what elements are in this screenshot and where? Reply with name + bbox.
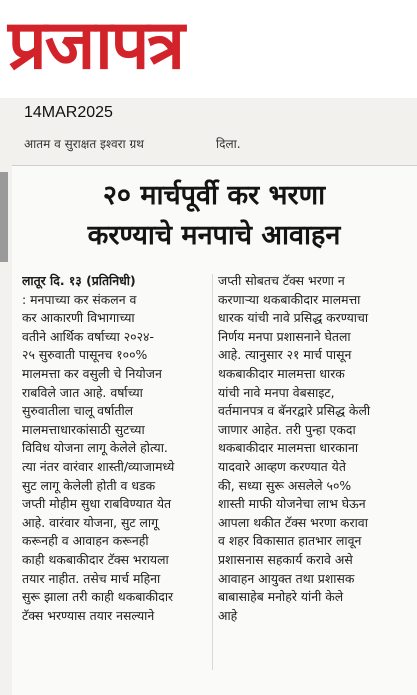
clipping-edge-bar bbox=[0, 172, 8, 262]
article-text-line: सुरू झाला तरी काही थकबाकीदार bbox=[22, 589, 174, 605]
article-text-line: कर आकारणी विभागाच्या bbox=[22, 310, 135, 326]
article-text-line: बाबासाहेब मनोहरे यांनी केले bbox=[218, 589, 344, 605]
article-text-line: करणाऱ्या थकबाकीदार मालमत्ता bbox=[218, 291, 361, 307]
article-text-line: यादवारे आव्हण करण्यात येते bbox=[218, 458, 346, 474]
article-headline bbox=[24, 176, 404, 256]
publication-date: 14MAR2025 bbox=[24, 104, 113, 121]
masthead bbox=[0, 0, 417, 98]
article-text-line: यांची नावे मनपा वेबसाइट, bbox=[218, 384, 335, 400]
article-column-right bbox=[218, 272, 402, 625]
headline-line-1: २० मार्चपूर्वी कर भरणा bbox=[102, 180, 326, 211]
article-text-line: निर्णय मनपा प्रशासनाने घेतला bbox=[218, 328, 351, 344]
article-text-line: करूनही व आवाहन करूनही bbox=[22, 533, 149, 549]
article-text-line: आहे bbox=[218, 607, 238, 623]
article-text-line: आहे. त्यानुसार २१ मार्च पासून bbox=[218, 347, 352, 363]
article-text-line: मालमत्ता कर वसुली चे नियोजन bbox=[22, 365, 162, 381]
article-text-line: वतीने आर्थिक वर्षाच्या २०२४- bbox=[22, 328, 154, 344]
article-text-line: जप्ती सोबतच टॅक्स भरणा न bbox=[218, 273, 345, 288]
article-text-line: शास्ती माफी योजनेचा लाभ घेऊन bbox=[218, 496, 366, 512]
article-text-line: २५ सुरुवाती पासूनच १००% bbox=[22, 347, 148, 363]
article-text-line: मालमत्ताधारकांसाठी सुटच्या bbox=[22, 421, 145, 437]
article-text-line: सुट लागू केलेली होती व धडक bbox=[22, 477, 156, 493]
article-text-line: जाणार आहेत. तरी पुन्हा एकदा bbox=[218, 421, 356, 437]
article-text-line: थकबाकीदार मालमत्ता धारक bbox=[218, 365, 345, 381]
column-divider bbox=[212, 274, 213, 670]
article-text-line: टॅक्स भरण्यास तयार नसल्याने bbox=[22, 607, 155, 623]
article-text-line: जप्ती मोहीम सुधा राबविण्यात येत bbox=[22, 496, 172, 512]
cutline-fragment-left: आतम व सुराक्षत इश्वरा ग्रथ bbox=[24, 137, 144, 151]
article-text-line: प्रशासनास सहकार्य करावे असे bbox=[218, 551, 353, 567]
article-column-left bbox=[22, 272, 206, 625]
article-text-line: काही थकबाकीदार टॅक्स भरायला bbox=[22, 551, 169, 567]
article-text-line: त्या नंतर वारंवार शास्ती/व्याजामध्ये bbox=[22, 458, 175, 474]
article-text-line: आवाहन आयुक्त तथा प्रशासक bbox=[218, 570, 355, 586]
headline-line-2: करण्याचे मनपाचे आवाहन bbox=[87, 220, 341, 251]
article-text-line: व शहर विकासात हातभार लावून bbox=[218, 533, 362, 549]
article-text-line: थकबाकीदार मालमत्ता धारकाना bbox=[218, 440, 359, 456]
article-text-line: की, सध्या सुरू असलेले ५०% bbox=[218, 477, 352, 493]
article-text-line: विविध योजना लागू केलेले होत्या. bbox=[22, 440, 168, 456]
article-text-line: : मनपाच्या कर संकलन व bbox=[22, 291, 137, 307]
article-text-line: सुरुवातीला चालू वर्षातील bbox=[22, 403, 134, 419]
article-text-line: धारक यांची नावे प्रसिद्ध करण्याचा bbox=[218, 310, 369, 326]
newspaper-logo: प्रजापत्र bbox=[8, 6, 183, 85]
article-text-line: आहे. वारंवार योजना, सुट लागू bbox=[22, 514, 159, 530]
article-byline: लातूर दि. १३ (प्रतिनिधी) bbox=[22, 273, 136, 288]
article-text-line: राबविले जात आहे. वर्षाच्या bbox=[22, 384, 143, 400]
article-text-line: वर्तमानपत्र व बॅनरद्वारे प्रसिद्ध केली bbox=[218, 403, 371, 419]
article-text-line: आपला थकीत टॅक्स भरणा करावा bbox=[218, 514, 368, 530]
cutline-fragment-right: दिला. bbox=[216, 137, 241, 151]
article-text-line: तयार नाहीत. तसेच मार्च महिना bbox=[22, 570, 161, 586]
